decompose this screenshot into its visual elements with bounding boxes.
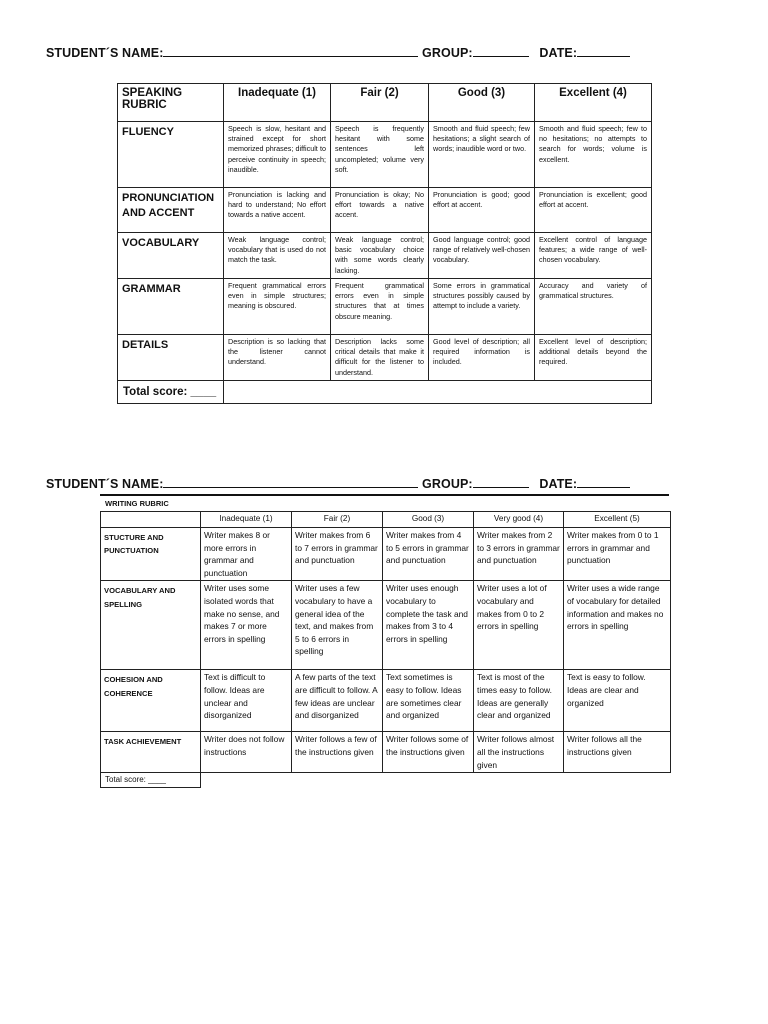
- rubric-cell: Weak language control; vocabulary that is used do not match the task.: [224, 233, 331, 279]
- writing-rubric-title: WRITING RUBRIC: [105, 499, 169, 508]
- writing-col-header: Good (3): [383, 512, 474, 528]
- rubric-cell: Smooth and fluid speech; few to no hesitations; no attempts to search for words; volume is excellent.: [535, 122, 652, 188]
- table-row: [101, 528, 671, 581]
- rubric-cell: Pronunciation is excellent; good effort at accent.: [535, 188, 652, 233]
- rubric-cell: Writer makes from 6 to 7 errors in grammar and punctuation: [292, 528, 383, 581]
- rubric-cell: Smooth and fluid speech; few hesitations; a slight search of words; inaudible word or two.: [429, 122, 535, 188]
- writing-col-header: Very good (4): [474, 512, 564, 528]
- criterion-pronunciation: PRONUNCIATION AND ACCENT: [118, 188, 224, 233]
- rubric-cell: Good level of description; all required information is included.: [429, 335, 535, 381]
- rubric-cell: Writer uses some isolated words that make no sense, and makes 7 or more errors in spelling: [201, 581, 292, 670]
- table-row: [101, 732, 671, 773]
- speaking-header-row: [118, 84, 652, 122]
- date-blank[interactable]: [577, 477, 630, 488]
- rubric-cell: Writer uses enough vocabulary to complete the task and makes from 3 to 4 errors in spelling: [383, 581, 474, 670]
- criterion-cohesion: COHESION AND COHERENCE: [101, 670, 201, 732]
- rubric-cell: Writer uses a wide range of vocabulary for detailed information and makes no errors in spelling: [564, 581, 671, 670]
- table-row: [118, 233, 652, 279]
- rubric-cell: Text is difficult to follow. Ideas are unclear and disorganized: [201, 670, 292, 732]
- group-blank[interactable]: [473, 477, 529, 488]
- rubric-cell: Writer makes from 4 to 5 errors in grammar and punctuation: [383, 528, 474, 581]
- rubric-cell: Writer follows a few of the instructions given: [292, 732, 383, 773]
- rubric-cell: Excellent level of description; additional details beyond the required.: [535, 335, 652, 381]
- rubric-cell: Speech is frequently hesitant with some sentences left uncompleted; volume very soft.: [331, 122, 429, 188]
- rubric-cell: Good language control; good range of relatively well-chosen vocabulary.: [429, 233, 535, 279]
- student-info-header-writing: [46, 477, 630, 491]
- speaking-rubric-table: [117, 83, 652, 404]
- writing-header-row: [101, 512, 671, 528]
- rubric-cell: Writer uses a few vocabulary to have a general idea of the text, and makes from 5 to 6 errors in spelling: [292, 581, 383, 670]
- rubric-cell: Writer follows all the instructions given: [564, 732, 671, 773]
- rubric-cell: Some errors in grammatical structures possibly caused by attempt to include a variety.: [429, 279, 535, 335]
- criterion-vocabulary-spelling: VOCABULARY AND SPELLING: [101, 581, 201, 670]
- table-row: [118, 188, 652, 233]
- rubric-cell: Writer makes from 0 to 1 errors in grammar and punctuation: [564, 528, 671, 581]
- student-name-blank[interactable]: [163, 46, 418, 57]
- rubric-cell: Text sometimes is easy to follow. Ideas are sometimes clear and organized: [383, 670, 474, 732]
- rubric-cell: Description lacks some critical details that make it difficult for the listener to understand.: [331, 335, 429, 381]
- writing-col-header: Inadequate (1): [201, 512, 292, 528]
- rubric-cell: Speech is slow, hesitant and strained except for short memorized phrases; difficult to perceive continuity in speech; inaudible.: [224, 122, 331, 188]
- date-label: DATE:: [539, 477, 578, 491]
- rubric-cell: Weak language control; basic vocabulary choice with some words clearly lacking.: [331, 233, 429, 279]
- writing-total-score[interactable]: Total score: ____: [101, 773, 201, 788]
- speaking-col-header: Excellent (4): [535, 84, 652, 122]
- total-row: [101, 773, 671, 788]
- group-label: GROUP:: [422, 46, 473, 60]
- writing-col-header: Fair (2): [292, 512, 383, 528]
- rubric-cell: Excellent control of language features; a wide range of well-chosen vocabulary.: [535, 233, 652, 279]
- speaking-col-header: Good (3): [429, 84, 535, 122]
- rubric-cell: Pronunciation is okay; No effort towards a native accent.: [331, 188, 429, 233]
- rubric-cell: Text is easy to follow. Ideas are clear and organized: [564, 670, 671, 732]
- table-row: [101, 581, 671, 670]
- rubric-cell: Writer makes 8 or more errors in grammar and punctuation: [201, 528, 292, 581]
- speaking-rubric-title: SPEAKING RUBRIC: [118, 84, 224, 122]
- student-info-header-speaking: [46, 46, 630, 60]
- speaking-col-header: Fair (2): [331, 84, 429, 122]
- table-row: [118, 122, 652, 188]
- writing-col-header: Excellent (5): [564, 512, 671, 528]
- rubric-cell: Text is most of the times easy to follow. Ideas are generally clear and organized: [474, 670, 564, 732]
- writing-corner-cell: [101, 512, 201, 528]
- criterion-task-achievement: TASK ACHIEVEMENT: [101, 732, 201, 773]
- rubric-cell: Writer follows some of the instructions given: [383, 732, 474, 773]
- criterion-details: DETAILS: [118, 335, 224, 381]
- writing-title-rule: [100, 494, 669, 496]
- rubric-cell: Description is so lacking that the listener cannot understand.: [224, 335, 331, 381]
- writing-rubric-table: [100, 511, 671, 788]
- date-blank[interactable]: [577, 46, 630, 57]
- rubric-cell: Writer does not follow instructions: [201, 732, 292, 773]
- criterion-vocabulary: VOCABULARY: [118, 233, 224, 279]
- date-label: DATE:: [539, 46, 578, 60]
- rubric-cell: Writer makes from 2 to 3 errors in grammar and punctuation: [474, 528, 564, 581]
- table-row: [101, 670, 671, 732]
- student-name-label: STUDENT´S NAME:: [46, 46, 164, 60]
- rubric-cell: A few parts of the text are difficult to follow. A few ideas are unclear and disorganized: [292, 670, 383, 732]
- speaking-col-header: Inadequate (1): [224, 84, 331, 122]
- rubric-cell: Pronunciation is lacking and hard to understand; No effort towards a native accent.: [224, 188, 331, 233]
- student-name-label: STUDENT´S NAME:: [46, 477, 164, 491]
- rubric-cell: Frequent grammatical errors even in simple structures; meaning is obscured.: [224, 279, 331, 335]
- speaking-total-score[interactable]: Total score: ____: [118, 381, 224, 404]
- rubric-cell: Accuracy and variety of grammatical structures.: [535, 279, 652, 335]
- rubric-cell: Writer follows almost all the instructions given: [474, 732, 564, 773]
- total-row: [118, 381, 652, 404]
- group-label: GROUP:: [422, 477, 473, 491]
- rubric-cell: Writer uses a lot of vocabulary and makes from 0 to 2 errors in spelling: [474, 581, 564, 670]
- rubric-cell: Frequent grammatical errors even in simple structures that at times obscure meaning.: [331, 279, 429, 335]
- rubric-cell: Pronunciation is good; good effort at accent.: [429, 188, 535, 233]
- table-row: [118, 279, 652, 335]
- criterion-grammar: GRAMMAR: [118, 279, 224, 335]
- group-blank[interactable]: [473, 46, 529, 57]
- student-name-blank[interactable]: [163, 477, 418, 488]
- criterion-fluency: FLUENCY: [118, 122, 224, 188]
- criterion-structure: STUCTURE AND PUNCTUATION: [101, 528, 201, 581]
- table-row: [118, 335, 652, 381]
